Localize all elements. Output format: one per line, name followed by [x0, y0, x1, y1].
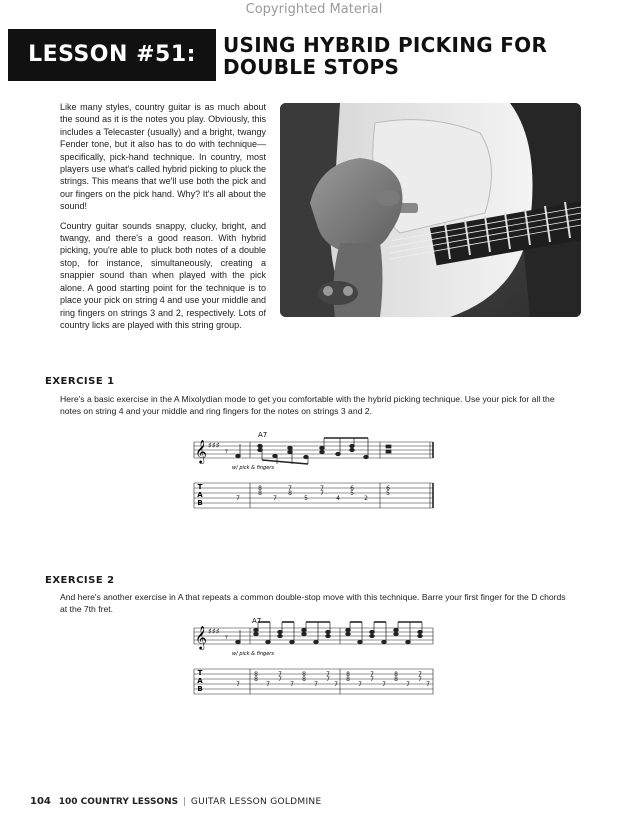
tab-number: 7: [278, 676, 282, 683]
lesson-number-badge: LESSON #51:: [8, 29, 216, 81]
tab-letter-b: B: [197, 499, 203, 507]
treble-clef-icon: 𝄞: [195, 625, 207, 649]
tab-number: 8: [288, 490, 292, 497]
key-signature-sharps-icon: ♯♯♯: [208, 627, 220, 636]
lesson-title-line-1: USING HYBRID PICKING FOR: [223, 33, 548, 57]
exercise-2-chord-symbol: A7: [252, 617, 262, 625]
footer-series-title: 100 COUNTRY LESSONS: [58, 797, 179, 807]
exercise-1-text: Here's a basic exercise in the A Mixolydian mode to get you comfortable with the hybrid picking technique. Use your pick for all the notes on string 4 and your middle and ring fingers for the notes on strings 3 and 2.: [60, 394, 555, 417]
footer-book-title: GUITAR LESSON GOLDMINE: [190, 797, 322, 807]
exercise-2-heading: EXERCISE 2: [45, 575, 115, 586]
footer-separator: |: [182, 797, 187, 807]
exercise-1-notation: [190, 428, 435, 523]
tab-letter-b: B: [197, 685, 203, 693]
exercise-2-text: And here's another exercise in A that repeats a common double-stop move with this technique. Barre your first finger for the D chords at the 7th fret.: [60, 592, 566, 615]
tab-letter-t: T: [197, 669, 203, 677]
tab-number: 8: [258, 490, 262, 497]
eighth-rest-icon: 𝄾: [225, 445, 228, 458]
tab-number: 7: [418, 671, 422, 678]
tab-number: 2: [364, 495, 368, 502]
tab-number: 7: [278, 671, 282, 678]
intro-text: [60, 101, 266, 338]
tab-number: 8: [394, 671, 398, 678]
tab-number: 7: [326, 676, 330, 683]
guitar-hybrid-picking-photo: [280, 103, 581, 317]
tab-number: 7: [334, 681, 338, 688]
tab-number: 7: [358, 681, 362, 688]
lesson-header: [8, 29, 620, 81]
key-signature-sharps-icon: ♯♯♯: [208, 441, 220, 450]
tab-number: 7: [236, 495, 240, 502]
tab-number: 7: [320, 490, 324, 497]
tab-number: 5: [386, 490, 390, 497]
exercise-1-technique-label: w/ pick & fingers: [232, 465, 274, 471]
tab-number: 7: [273, 495, 277, 502]
tab-letter-a: A: [197, 491, 203, 499]
lesson-title: [223, 34, 613, 78]
page-footer: [30, 796, 321, 807]
tab-number: 5: [350, 490, 354, 497]
exercise-2-notation: [190, 614, 435, 709]
intro-paragraph-2: Country guitar sounds snappy, clucky, bright, and twangy, and there's a good reason. With hybrid picking, you're able to pluck both notes of a double stop, for instance, simultaneously, creating a snappier sound than when played with the pick alone. A good starting point for the technique is to place your pick on string 4 and use your middle and ring fingers on strings 3 and 2, respectively. Lots of country licks are played with this string group.: [60, 220, 266, 330]
tab-number: 8: [258, 485, 262, 492]
tab-number: 7: [418, 676, 422, 683]
tab-number: 7: [290, 681, 294, 688]
tab-number: 7: [288, 485, 292, 492]
exercise-2-notes: [236, 622, 423, 644]
tab-letter-t: T: [197, 483, 203, 491]
tab-number: 8: [254, 671, 258, 678]
tab-number: 7: [370, 676, 374, 683]
tab-number: 7: [382, 681, 386, 688]
tab-number: 6: [386, 485, 390, 492]
treble-clef-icon: 𝄞: [195, 439, 207, 463]
tab-number: 8: [346, 676, 350, 683]
eighth-rest-icon: 𝄾: [225, 631, 228, 644]
tab-number: 8: [254, 676, 258, 683]
tab-number: 7: [370, 671, 374, 678]
tab-number: 8: [302, 671, 306, 678]
intro-paragraph-1: Like many styles, country guitar is as much about the sound as it is the notes you play. Obviously, this includes a Telecaster (usually) and a bright, twangy Fender tone, but it also has to do with technique—specifically, pick-hand technique. In country, most players use what's called hybrid picking to pluck the strings. This means that we'll use both the pick and our fingers on the pick hand. Why? It's all about the sound!: [60, 102, 266, 212]
exercise-1-heading: EXERCISE 1: [45, 376, 115, 387]
tab-number: 7: [406, 681, 410, 688]
tab-number: 8: [394, 676, 398, 683]
exercise-2-technique-label: w/ pick & fingers: [232, 651, 274, 657]
lesson-title-line-2: DOUBLE STOPS: [223, 55, 400, 79]
tab-number: 7: [426, 681, 430, 688]
tab-number: 7: [326, 671, 330, 678]
tab-number: 7: [266, 681, 270, 688]
page-number: 104: [30, 796, 51, 807]
tab-number: 6: [350, 485, 354, 492]
tab-number: 5: [304, 495, 308, 502]
tab-number: 7: [236, 681, 240, 688]
tab-number: 8: [302, 676, 306, 683]
copyright-watermark: Copyrighted Material: [245, 2, 383, 17]
tab-number: 7: [320, 485, 324, 492]
tab-number: 8: [346, 671, 350, 678]
tab-number: 7: [314, 681, 318, 688]
exercise-1-chord-symbol: A7: [258, 431, 268, 439]
tab-number: 4: [336, 495, 340, 502]
tab-letter-a: A: [197, 677, 203, 685]
